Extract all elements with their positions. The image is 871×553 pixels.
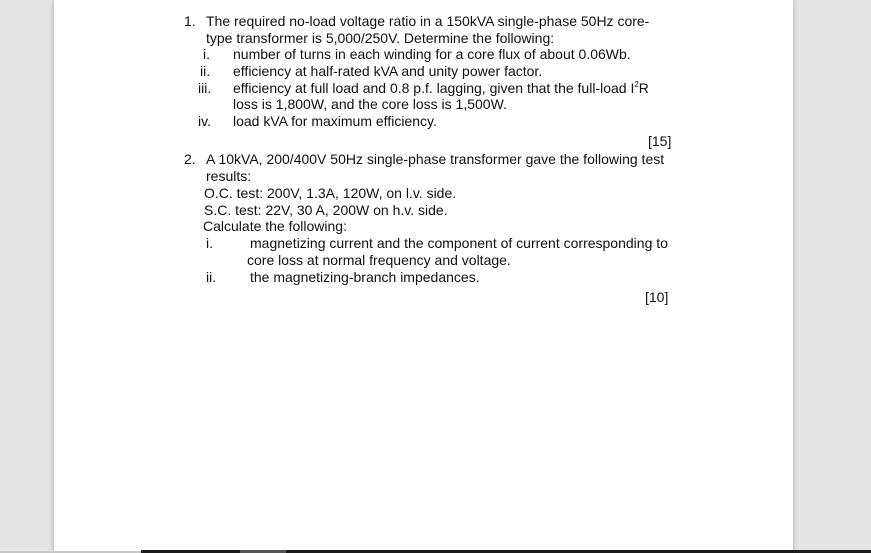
q1-item-text: efficiency at half-rated kVA and unity power factor. [233,63,543,79]
q1-number: 1. [184,13,196,29]
q1-item-text: load kVA for maximum efficiency. [233,113,437,129]
q2-number: 2. [184,151,196,167]
q1-item-text-part: efficiency at full load and 0.8 p.f. lagging, given that the full-load I [233,80,635,96]
q1-marks: [15] [648,133,672,149]
q1-text-line2: type transformer is 5,000/250V. Determine the following: [206,30,555,46]
q2-item-text: the magnetizing-branch impedances. [250,269,480,285]
q1-item-text: number of turns in each winding for a core flux of about 0.06Wb. [233,46,631,62]
q1-item-label: i. [203,46,210,62]
q2-oc-test: O.C. test: 200V, 1.3A, 120W, on l.v. side. [204,185,457,201]
q2-item-label: ii. [206,269,217,285]
q1-item-label: iii. [198,80,212,96]
q2-sc-test: S.C. test: 22V, 30 A, 200W on h.v. side. [204,202,448,218]
q1-item-text-part: R [638,80,649,96]
q2-text-line1: A 10kVA, 200/400V 50Hz single-phase transformer gave the following test [206,151,665,167]
q2-item-label: i. [206,235,213,251]
q2-text-line2: results: [206,168,252,184]
q1-item-label: iv. [198,113,211,129]
q1-item-text-cont: loss is 1,800W, and the core loss is 1,500W. [233,96,507,112]
q2-item-text: magnetizing current and the component of current corresponding to [250,235,668,251]
q2-item-text-cont: core loss at normal frequency and voltage. [247,252,511,268]
document-page [54,0,793,551]
q1-item-label: ii. [200,63,211,79]
superscript-2: 2 [634,80,639,89]
q2-calculate: Calculate the following: [203,218,347,234]
q2-marks: [10] [645,289,669,305]
q1-item-text [233,80,649,96]
q1-text-line1: The required no-load voltage ratio in a 150kVA single-phase 50Hz core- [206,13,650,29]
